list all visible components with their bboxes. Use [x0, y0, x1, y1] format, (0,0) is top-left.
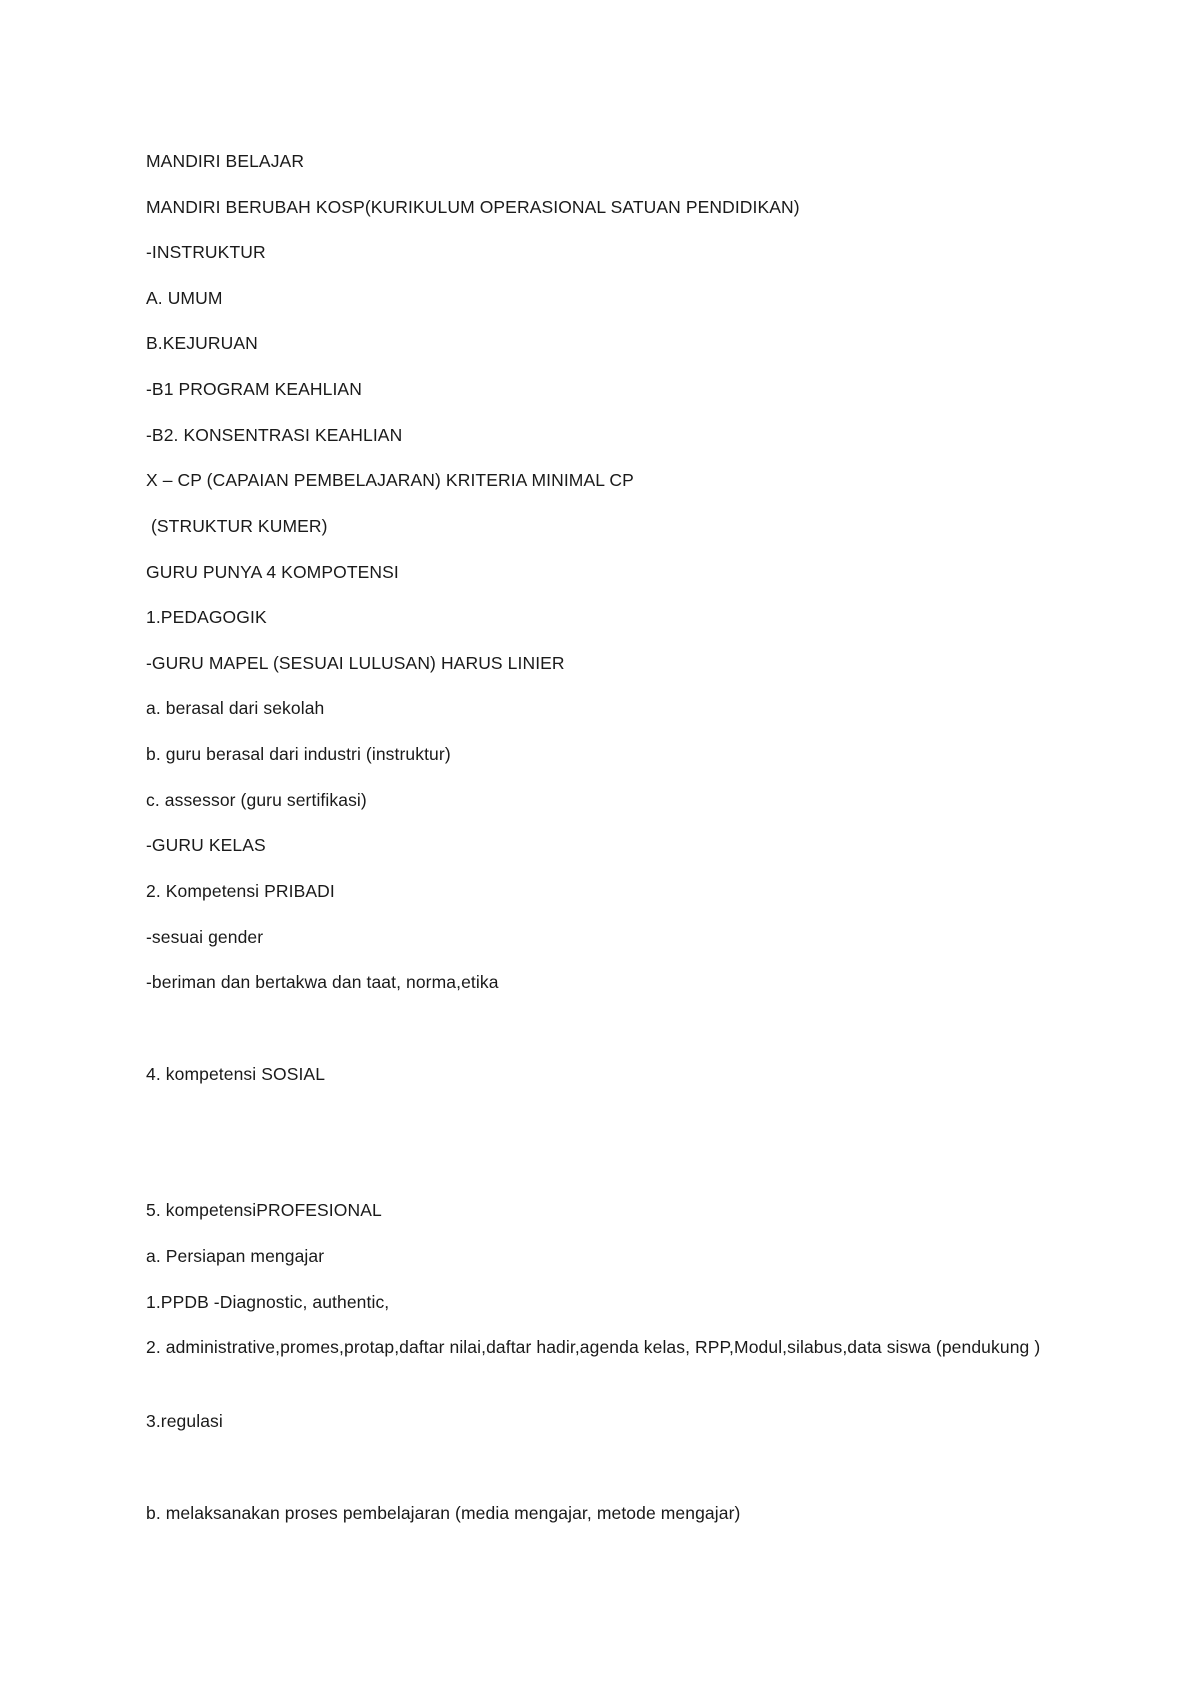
- text-line: -B2. KONSENTRASI KEAHLIAN: [146, 425, 403, 445]
- text-paragraph: 2. administrative,promes,protap,daftar nilai,daftar hadir,agenda kelas, RPP,Modul,silabus,data siswa (pendukung ): [146, 1337, 1041, 1357]
- text-line: A. UMUM: [146, 288, 223, 308]
- text-line: MANDIRI BELAJAR: [146, 151, 305, 171]
- text-line: -B1 PROGRAM KEAHLIAN: [146, 379, 362, 399]
- text-line: 5. kompetensiPROFESIONAL: [146, 1200, 382, 1220]
- text-line: -GURU KELAS: [146, 835, 266, 855]
- text-line: -GURU MAPEL (SESUAI LULUSAN) HARUS LINIER: [146, 653, 565, 673]
- text-line: 1.PEDAGOGIK: [146, 607, 267, 627]
- text-line: 3.regulasi: [146, 1411, 223, 1431]
- text-line: B.KEJURUAN: [146, 333, 258, 353]
- text-line: (STRUKTUR KUMER): [146, 516, 328, 536]
- text-line: b. melaksanakan proses pembelajaran (media mengajar, metode mengajar): [146, 1503, 741, 1523]
- text-line: -INSTRUKTUR: [146, 242, 266, 262]
- text-line: X – CP (CAPAIAN PEMBELAJARAN) KRITERIA MINIMAL CP: [146, 470, 634, 490]
- text-line: 1.PPDB -Diagnostic, authentic,: [146, 1292, 390, 1312]
- text-line: a. Persiapan mengajar: [146, 1246, 325, 1266]
- text-line: 4. kompetensi SOSIAL: [146, 1064, 326, 1084]
- text-line: MANDIRI BERUBAH KOSP(KURIKULUM OPERASIONAL SATUAN PENDIDIKAN): [146, 197, 800, 217]
- text-line: a. berasal dari sekolah: [146, 698, 325, 718]
- text-line: c. assessor (guru sertifikasi): [146, 790, 367, 810]
- text-line: b. guru berasal dari industri (instruktur): [146, 744, 451, 764]
- text-line: 2. Kompetensi PRIBADI: [146, 881, 335, 901]
- text-line: -sesuai gender: [146, 927, 264, 947]
- text-line: GURU PUNYA 4 KOMPOTENSI: [146, 562, 399, 582]
- text-line: -beriman dan bertakwa dan taat, norma,etika: [146, 972, 499, 992]
